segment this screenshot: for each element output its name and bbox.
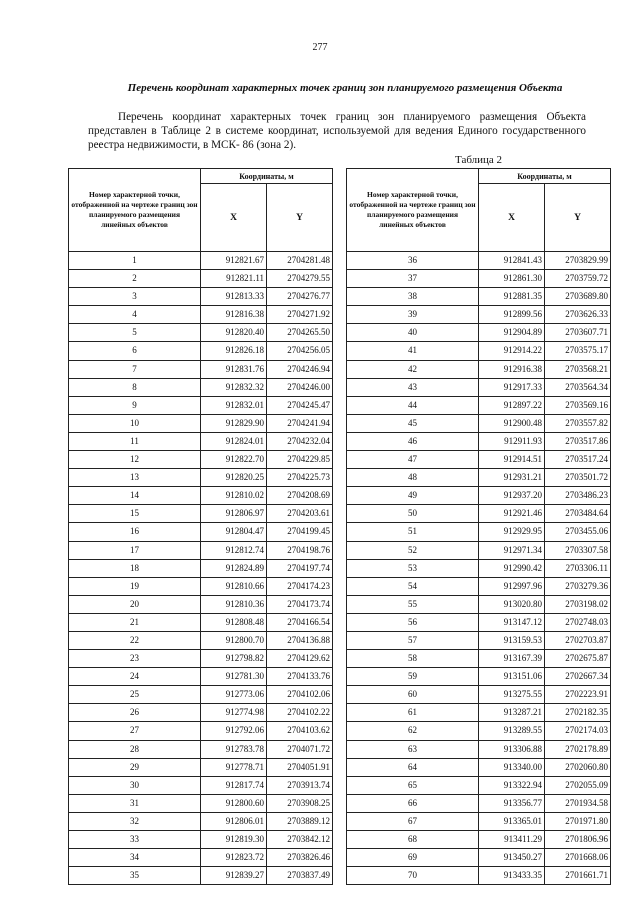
y-coordinate-cell: 2703501.72 <box>545 469 611 487</box>
table-row <box>347 432 611 450</box>
y-coordinate-cell: 2703913.74 <box>267 776 333 794</box>
y-coordinate-cell: 2704256.05 <box>267 342 333 360</box>
table-row <box>347 487 611 505</box>
page-number: 277 <box>312 42 328 53</box>
point-number-cell: 56 <box>347 613 479 631</box>
y-coordinate-cell: 2702675.87 <box>545 650 611 668</box>
x-coordinate-cell: 912821.67 <box>201 252 267 270</box>
x-coordinate-cell: 913289.55 <box>479 722 545 740</box>
x-coordinate-cell: 912931.21 <box>479 469 545 487</box>
table-row <box>347 631 611 649</box>
x-coordinate-cell: 913356.77 <box>479 794 545 812</box>
table-row <box>69 794 333 812</box>
x-coordinate-cell: 912812.74 <box>201 541 267 559</box>
x-coordinate-cell: 912817.74 <box>201 776 267 794</box>
table-row <box>347 740 611 758</box>
x-coordinate-cell: 913167.39 <box>479 650 545 668</box>
x-coordinate-cell: 912824.01 <box>201 432 267 450</box>
x-coordinate-cell: 912774.98 <box>201 704 267 722</box>
y-coordinate-cell: 2703564.34 <box>545 378 611 396</box>
table-row <box>69 252 333 270</box>
coordinates-header: Координаты, м <box>201 169 333 184</box>
table-row <box>69 523 333 541</box>
table-row <box>69 360 333 378</box>
point-number-cell: 52 <box>347 541 479 559</box>
y-coordinate-cell: 2704203.61 <box>267 505 333 523</box>
point-number-cell: 40 <box>347 324 479 342</box>
table-row <box>347 252 611 270</box>
point-number-cell: 58 <box>347 650 479 668</box>
y-coordinate-cell: 2702667.34 <box>545 668 611 686</box>
table-row <box>347 288 611 306</box>
table-row <box>69 613 333 631</box>
point-number-cell: 5 <box>69 324 201 342</box>
x-coordinate-cell: 912822.70 <box>201 451 267 469</box>
y-coordinate-cell: 2704245.47 <box>267 396 333 414</box>
y-coordinate-cell: 2704281.48 <box>267 252 333 270</box>
point-number-cell: 11 <box>69 432 201 450</box>
point-number-cell: 4 <box>69 306 201 324</box>
table-row <box>347 595 611 613</box>
y-coordinate-cell: 2703689.80 <box>545 288 611 306</box>
point-number-cell: 37 <box>347 270 479 288</box>
table-row <box>69 487 333 505</box>
y-coordinate-cell: 2703626.33 <box>545 306 611 324</box>
x-coordinate-cell: 912916.38 <box>479 360 545 378</box>
point-number-cell: 66 <box>347 794 479 812</box>
point-number-cell: 47 <box>347 451 479 469</box>
point-number-cell: 54 <box>347 577 479 595</box>
x-coordinate-cell: 912841.43 <box>479 252 545 270</box>
x-coordinate-cell: 912816.38 <box>201 306 267 324</box>
table-row <box>347 324 611 342</box>
table-row <box>347 306 611 324</box>
point-number-cell: 39 <box>347 306 479 324</box>
point-number-cell: 57 <box>347 631 479 649</box>
table-row <box>347 686 611 704</box>
x-coordinate-cell: 912917.33 <box>479 378 545 396</box>
y-coordinate-cell: 2704197.74 <box>267 559 333 577</box>
x-coordinate-cell: 913450.27 <box>479 849 545 867</box>
table-row <box>347 577 611 595</box>
point-number-cell: 61 <box>347 704 479 722</box>
y-coordinate-cell: 2704198.76 <box>267 541 333 559</box>
x-coordinate-cell: 912861.30 <box>479 270 545 288</box>
x-coordinate-cell: 912821.11 <box>201 270 267 288</box>
point-number-cell: 19 <box>69 577 201 595</box>
y-coordinate-cell: 2702182.35 <box>545 704 611 722</box>
y-coordinate-cell: 2704279.55 <box>267 270 333 288</box>
section-heading: Перечень координат характерных точек границ зон планируемого размещения Объекта <box>127 82 563 94</box>
table-row <box>347 867 611 885</box>
point-number-cell: 49 <box>347 487 479 505</box>
coordinates-header: Координаты, м <box>479 169 611 184</box>
x-coordinate-cell: 912826.18 <box>201 342 267 360</box>
point-number-cell: 70 <box>347 867 479 885</box>
y-coordinate-cell: 2704102.22 <box>267 704 333 722</box>
x-coordinate-cell: 912820.25 <box>201 469 267 487</box>
table-row <box>347 831 611 849</box>
point-number-cell: 45 <box>347 414 479 432</box>
y-header: Y <box>267 184 333 252</box>
point-number-cell: 63 <box>347 740 479 758</box>
table-row <box>69 324 333 342</box>
x-coordinate-cell: 913365.01 <box>479 812 545 830</box>
x-coordinate-cell: 912914.22 <box>479 342 545 360</box>
point-number-cell: 60 <box>347 686 479 704</box>
point-number-cell: 14 <box>69 487 201 505</box>
y-coordinate-cell: 2703842.12 <box>267 831 333 849</box>
point-number-cell: 12 <box>69 451 201 469</box>
x-coordinate-cell: 912820.40 <box>201 324 267 342</box>
point-number-cell: 22 <box>69 631 201 649</box>
point-number-cell: 8 <box>69 378 201 396</box>
y-coordinate-cell: 2703307.58 <box>545 541 611 559</box>
y-coordinate-cell: 2702703.87 <box>545 631 611 649</box>
table-row <box>69 577 333 595</box>
table-row <box>347 559 611 577</box>
x-coordinate-cell: 912783.78 <box>201 740 267 758</box>
x-coordinate-cell: 912921.46 <box>479 505 545 523</box>
table-row <box>347 360 611 378</box>
table-caption: Таблица 2 <box>455 154 503 166</box>
table-row <box>69 505 333 523</box>
table-row <box>347 541 611 559</box>
point-number-cell: 53 <box>347 559 479 577</box>
y-coordinate-cell: 2703306.11 <box>545 559 611 577</box>
y-coordinate-cell: 2704174.23 <box>267 577 333 595</box>
x-coordinate-cell: 912819.30 <box>201 831 267 849</box>
x-coordinate-cell: 912832.01 <box>201 396 267 414</box>
y-coordinate-cell: 2704246.00 <box>267 378 333 396</box>
table-row <box>347 849 611 867</box>
table-row <box>69 414 333 432</box>
y-coordinate-cell: 2703486.23 <box>545 487 611 505</box>
point-number-cell: 46 <box>347 432 479 450</box>
y-coordinate-cell: 2704129.62 <box>267 650 333 668</box>
x-coordinate-cell: 912798.82 <box>201 650 267 668</box>
table-row <box>69 704 333 722</box>
table-row <box>347 414 611 432</box>
point-number-cell: 13 <box>69 469 201 487</box>
y-coordinate-cell: 2703569.16 <box>545 396 611 414</box>
x-coordinate-cell: 912839.27 <box>201 867 267 885</box>
point-number-cell: 17 <box>69 541 201 559</box>
x-coordinate-cell: 912971.34 <box>479 541 545 559</box>
x-coordinate-cell: 913411.29 <box>479 831 545 849</box>
x-coordinate-cell: 912881.35 <box>479 288 545 306</box>
point-number-cell: 6 <box>69 342 201 360</box>
table-row <box>347 523 611 541</box>
y-coordinate-cell: 2701934.58 <box>545 794 611 812</box>
y-coordinate-cell: 2704276.77 <box>267 288 333 306</box>
point-number-cell: 20 <box>69 595 201 613</box>
x-coordinate-cell: 913147.12 <box>479 613 545 631</box>
x-coordinate-cell: 912804.47 <box>201 523 267 541</box>
x-coordinate-cell: 912911.93 <box>479 432 545 450</box>
y-coordinate-cell: 2704225.73 <box>267 469 333 487</box>
table-row <box>69 541 333 559</box>
table-row <box>69 867 333 885</box>
point-number-cell: 1 <box>69 252 201 270</box>
point-number-cell: 41 <box>347 342 479 360</box>
y-coordinate-cell: 2703759.72 <box>545 270 611 288</box>
y-coordinate-cell: 2703829.99 <box>545 252 611 270</box>
x-coordinate-cell: 912829.90 <box>201 414 267 432</box>
y-coordinate-cell: 2703517.86 <box>545 432 611 450</box>
point-number-cell: 30 <box>69 776 201 794</box>
table-row <box>347 505 611 523</box>
x-coordinate-cell: 912990.42 <box>479 559 545 577</box>
x-coordinate-cell: 913151.06 <box>479 668 545 686</box>
table-row <box>347 722 611 740</box>
y-coordinate-cell: 2701806.96 <box>545 831 611 849</box>
x-coordinate-cell: 913287.21 <box>479 704 545 722</box>
table-row <box>69 668 333 686</box>
table-row <box>69 595 333 613</box>
point-number-cell: 24 <box>69 668 201 686</box>
table-row <box>347 812 611 830</box>
y-coordinate-cell: 2703908.25 <box>267 794 333 812</box>
x-coordinate-cell: 912800.70 <box>201 631 267 649</box>
table-row <box>69 270 333 288</box>
x-coordinate-cell: 912937.20 <box>479 487 545 505</box>
x-coordinate-cell: 912824.89 <box>201 559 267 577</box>
point-number-cell: 28 <box>69 740 201 758</box>
table-row <box>69 686 333 704</box>
table-row <box>347 758 611 776</box>
point-number-cell: 69 <box>347 849 479 867</box>
point-number-cell: 67 <box>347 812 479 830</box>
y-coordinate-cell: 2704102.06 <box>267 686 333 704</box>
point-number-cell: 18 <box>69 559 201 577</box>
y-coordinate-cell: 2702055.09 <box>545 776 611 794</box>
table-row <box>69 849 333 867</box>
table-row <box>347 650 611 668</box>
table-row <box>69 396 333 414</box>
point-number-cell: 36 <box>347 252 479 270</box>
x-coordinate-cell: 912810.36 <box>201 595 267 613</box>
x-header: X <box>201 184 267 252</box>
x-header: X <box>479 184 545 252</box>
x-coordinate-cell: 912904.89 <box>479 324 545 342</box>
table-row <box>69 812 333 830</box>
point-number-cell: 44 <box>347 396 479 414</box>
table-row <box>69 831 333 849</box>
point-number-cell: 25 <box>69 686 201 704</box>
point-number-cell: 62 <box>347 722 479 740</box>
y-coordinate-cell: 2703484.64 <box>545 505 611 523</box>
x-coordinate-cell: 912929.95 <box>479 523 545 541</box>
y-header: Y <box>545 184 611 252</box>
y-coordinate-cell: 2704136.88 <box>267 631 333 649</box>
y-coordinate-cell: 2703198.02 <box>545 595 611 613</box>
intro-paragraph: Перечень координат характерных точек границ зон планируемого размещения Объекта представлен в Таблице 2 в системе координат, используемой для ведения Единого государственного реестра недвижимости, в МСК- 86 (зона 2). <box>88 111 586 152</box>
point-number-cell: 33 <box>69 831 201 849</box>
x-coordinate-cell: 912792.06 <box>201 722 267 740</box>
table-row <box>69 559 333 577</box>
x-coordinate-cell: 913020.80 <box>479 595 545 613</box>
y-coordinate-cell: 2703837.49 <box>267 867 333 885</box>
x-coordinate-cell: 913159.53 <box>479 631 545 649</box>
y-coordinate-cell: 2703607.71 <box>545 324 611 342</box>
y-coordinate-cell: 2702178.89 <box>545 740 611 758</box>
table-row <box>69 631 333 649</box>
table-row <box>69 451 333 469</box>
point-number-cell: 59 <box>347 668 479 686</box>
table-row <box>69 650 333 668</box>
y-coordinate-cell: 2703826.46 <box>267 849 333 867</box>
y-coordinate-cell: 2704241.94 <box>267 414 333 432</box>
x-coordinate-cell: 912900.48 <box>479 414 545 432</box>
table-row <box>69 722 333 740</box>
x-coordinate-cell: 912899.56 <box>479 306 545 324</box>
y-coordinate-cell: 2703455.06 <box>545 523 611 541</box>
table-row <box>347 794 611 812</box>
point-number-cell: 10 <box>69 414 201 432</box>
x-coordinate-cell: 913340.00 <box>479 758 545 776</box>
point-number-cell: 26 <box>69 704 201 722</box>
y-coordinate-cell: 2703568.21 <box>545 360 611 378</box>
table-row <box>69 740 333 758</box>
table-row <box>347 451 611 469</box>
y-coordinate-cell: 2704173.74 <box>267 595 333 613</box>
y-coordinate-cell: 2704133.76 <box>267 668 333 686</box>
point-number-cell: 27 <box>69 722 201 740</box>
x-coordinate-cell: 912897.22 <box>479 396 545 414</box>
x-coordinate-cell: 912778.71 <box>201 758 267 776</box>
y-coordinate-cell: 2704208.69 <box>267 487 333 505</box>
table-row <box>347 613 611 631</box>
y-coordinate-cell: 2702748.03 <box>545 613 611 631</box>
x-coordinate-cell: 912997.96 <box>479 577 545 595</box>
y-coordinate-cell: 2704229.85 <box>267 451 333 469</box>
coordinates-table-right <box>346 168 611 885</box>
point-number-cell: 15 <box>69 505 201 523</box>
point-number-cell: 55 <box>347 595 479 613</box>
x-coordinate-cell: 912808.48 <box>201 613 267 631</box>
y-coordinate-cell: 2704051.91 <box>267 758 333 776</box>
y-coordinate-cell: 2704103.62 <box>267 722 333 740</box>
table-row <box>347 396 611 414</box>
x-coordinate-cell: 913306.88 <box>479 740 545 758</box>
x-coordinate-cell: 912831.76 <box>201 360 267 378</box>
y-coordinate-cell: 2701661.71 <box>545 867 611 885</box>
x-coordinate-cell: 912810.66 <box>201 577 267 595</box>
x-coordinate-cell: 912781.30 <box>201 668 267 686</box>
y-coordinate-cell: 2704265.50 <box>267 324 333 342</box>
table-row <box>347 342 611 360</box>
point-number-cell: 34 <box>69 849 201 867</box>
x-coordinate-cell: 913322.94 <box>479 776 545 794</box>
point-number-cell: 23 <box>69 650 201 668</box>
x-coordinate-cell: 912823.72 <box>201 849 267 867</box>
table-row <box>69 469 333 487</box>
y-coordinate-cell: 2704071.72 <box>267 740 333 758</box>
point-number-cell: 65 <box>347 776 479 794</box>
y-coordinate-cell: 2704271.92 <box>267 306 333 324</box>
y-coordinate-cell: 2703557.82 <box>545 414 611 432</box>
point-number-cell: 51 <box>347 523 479 541</box>
point-number-cell: 2 <box>69 270 201 288</box>
point-number-cell: 68 <box>347 831 479 849</box>
table-row <box>347 776 611 794</box>
y-coordinate-cell: 2703889.12 <box>267 812 333 830</box>
point-number-cell: 3 <box>69 288 201 306</box>
x-coordinate-cell: 912813.33 <box>201 288 267 306</box>
table-row <box>69 342 333 360</box>
y-coordinate-cell: 2704246.94 <box>267 360 333 378</box>
x-coordinate-cell: 912773.06 <box>201 686 267 704</box>
table-row <box>347 469 611 487</box>
y-coordinate-cell: 2701971.80 <box>545 812 611 830</box>
y-coordinate-cell: 2704232.04 <box>267 432 333 450</box>
y-coordinate-cell: 2704166.54 <box>267 613 333 631</box>
y-coordinate-cell: 2703575.17 <box>545 342 611 360</box>
x-coordinate-cell: 912806.01 <box>201 812 267 830</box>
table-row <box>347 270 611 288</box>
table-row <box>69 306 333 324</box>
point-number-cell: 42 <box>347 360 479 378</box>
point-number-header: Номер характерной точки, отображенной на чертеже границ зон планируемого размещения линейных объектов <box>69 169 201 252</box>
table-row <box>69 432 333 450</box>
y-coordinate-cell: 2702174.03 <box>545 722 611 740</box>
point-number-cell: 43 <box>347 378 479 396</box>
y-coordinate-cell: 2703517.24 <box>545 451 611 469</box>
table-row <box>347 704 611 722</box>
point-number-cell: 64 <box>347 758 479 776</box>
table-row <box>69 288 333 306</box>
y-coordinate-cell: 2702223.91 <box>545 686 611 704</box>
x-coordinate-cell: 912832.32 <box>201 378 267 396</box>
table-row <box>69 758 333 776</box>
table-row <box>347 668 611 686</box>
x-coordinate-cell: 912914.51 <box>479 451 545 469</box>
point-number-cell: 48 <box>347 469 479 487</box>
y-coordinate-cell: 2703279.36 <box>545 577 611 595</box>
table-row <box>347 378 611 396</box>
point-number-cell: 9 <box>69 396 201 414</box>
coordinates-table-left <box>68 168 333 885</box>
point-number-cell: 21 <box>69 613 201 631</box>
x-coordinate-cell: 912810.02 <box>201 487 267 505</box>
y-coordinate-cell: 2704199.45 <box>267 523 333 541</box>
y-coordinate-cell: 2702060.80 <box>545 758 611 776</box>
point-number-cell: 7 <box>69 360 201 378</box>
point-number-cell: 29 <box>69 758 201 776</box>
point-number-cell: 38 <box>347 288 479 306</box>
point-number-cell: 16 <box>69 523 201 541</box>
table-row <box>69 776 333 794</box>
point-number-header: Номер характерной точки, отображенной на чертеже границ зон планируемого размещения линейных объектов <box>347 169 479 252</box>
x-coordinate-cell: 912806.97 <box>201 505 267 523</box>
point-number-cell: 32 <box>69 812 201 830</box>
x-coordinate-cell: 913275.55 <box>479 686 545 704</box>
y-coordinate-cell: 2701668.06 <box>545 849 611 867</box>
x-coordinate-cell: 912800.60 <box>201 794 267 812</box>
table-row <box>69 378 333 396</box>
point-number-cell: 31 <box>69 794 201 812</box>
x-coordinate-cell: 913433.35 <box>479 867 545 885</box>
point-number-cell: 50 <box>347 505 479 523</box>
point-number-cell: 35 <box>69 867 201 885</box>
